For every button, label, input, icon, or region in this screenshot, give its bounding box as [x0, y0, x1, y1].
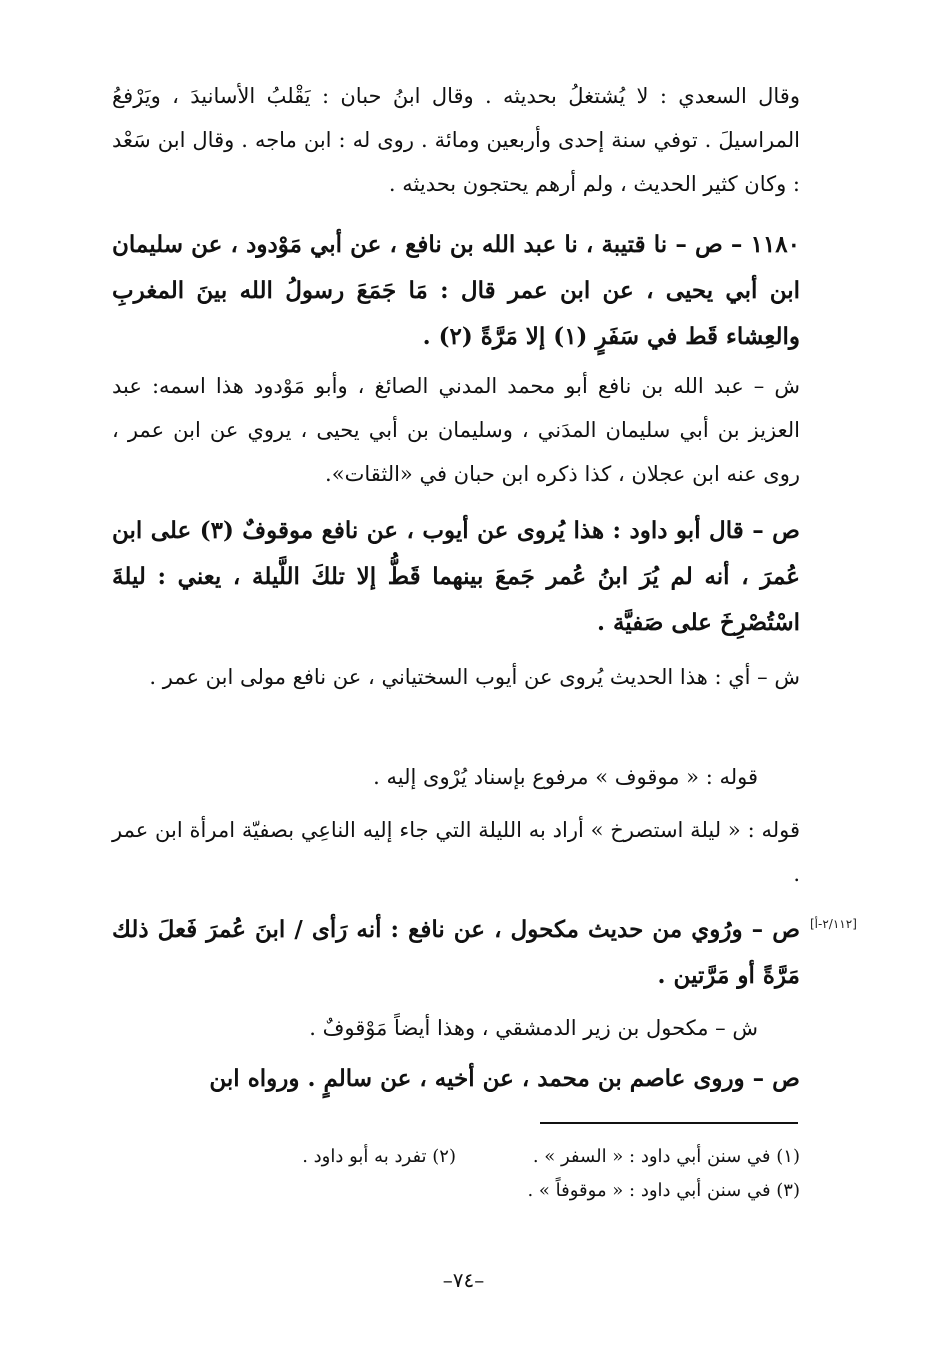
paragraph-saadi-ibn-hibban	[112, 74, 800, 206]
commentary-paragraph: ش – أي : هذا الحديث يُروى عن أيوب السختياني ، عن نافع مولى ابن عمر .	[149, 665, 800, 689]
hadith-1180-text	[112, 222, 800, 360]
footnote-3: (٣) في سنن أبي داود : « موقوفاً » .	[527, 1180, 800, 1201]
commentary-paragraph: ش – عبد الله بن نافع أبو محمد المدني الصائغ ، وأبو مَوْدود هذا اسمه: عبد العزيز بن أبي سليمان المدَني ، وسليمان بن أبي يحيى ، يروي عن ابن عمر ، روى عنه ابن عجلان ، كذا ذكره ابن حبان في «الثقات».	[112, 374, 800, 486]
hadith-paragraph: ١١٨٠ – ص – نا قتيبة ، نا عبد الله بن نافع ، عن أبي مَوْدود ، عن سليمان ابن أبي يحيى ، عن ابن عمر قال : مَا جَمَعَ رسولُ الله بينَ المغربِ والعِشاء قَط في سَفَرٍ (١) إلا مَرَّةً (٢) .	[112, 231, 800, 350]
makhul-narration	[112, 907, 800, 999]
footnote-separator	[540, 1122, 798, 1124]
commentary-makhul	[112, 1006, 800, 1050]
commentary-paragraph: قوله : « موقوف » مرفوع بإسناد يُرْوى إليه .	[373, 765, 758, 789]
abu-dawud-statement	[112, 508, 800, 646]
asim-narration	[112, 1056, 800, 1102]
hadith-paragraph: ص – قال أبو داود : هذا يُروى عن أيوب ، عن نافع موقوفٌ (٣) على ابن عُمرَ ، أنه لم يُرَ ابنُ عُمر جَمعَ بينهما قَطُّ إلا تلكَ اللَّيلة ، يعني : ليلةَ اسْتُصْرِخَ على صَفيَّة .	[112, 517, 800, 636]
footnotes	[112, 1140, 800, 1208]
footnote-line	[112, 1140, 800, 1174]
commentary-paragraph: قوله : « ليلة استصرخ » أراد به الليلة التي جاء إليه الناعِي بصفيّة امرأة ابن عمر .	[112, 818, 800, 886]
commentary-paragraph: ش – مكحول بن زير الدمشقي ، وهذا أيضاً مَوْقوفٌ .	[309, 1016, 758, 1040]
note-mawquf	[112, 755, 800, 799]
footnote-2: (٢) تفرد به أبو داود .	[302, 1146, 456, 1167]
footnote-1: (١) في سنن أبي داود : « السفر » .	[532, 1146, 800, 1167]
note-laylat-istusrikh	[112, 808, 800, 896]
commentary-ayyub	[112, 655, 800, 699]
body-paragraph: وقال السعدي : لا يُشتغلُ بحديثه . وقال ابنُ حبان : يَقْلبُ الأسانيدَ ، ويَرْفعُ المراسيلَ . توفي سنة إحدى وأربعين ومائة . روى له : ابن ماجه . وقال ابن سَعْد : وكان كثير الحديث ، ولم أرهم يحتجون بحديثه .	[112, 84, 800, 196]
hadith-paragraph: ص – وروى عاصم بن محمد ، عن أخيه ، عن سالمٍ . ورواه ابن	[209, 1065, 800, 1092]
hadith-paragraph: ص – ورُوي من حديث مكحول ، عن نافع : أنه رَأى / ابنَ عُمرَ فَعلَ ذلك مَرَّةً أو مَرَّتين .	[112, 916, 800, 989]
page-number: –٧٤–	[442, 1268, 485, 1292]
commentary-abdullah-ibn-nafi	[112, 364, 800, 496]
footnote-line	[112, 1174, 800, 1208]
margin-folio-reference: [٢/١١٢-أ]	[810, 917, 857, 931]
